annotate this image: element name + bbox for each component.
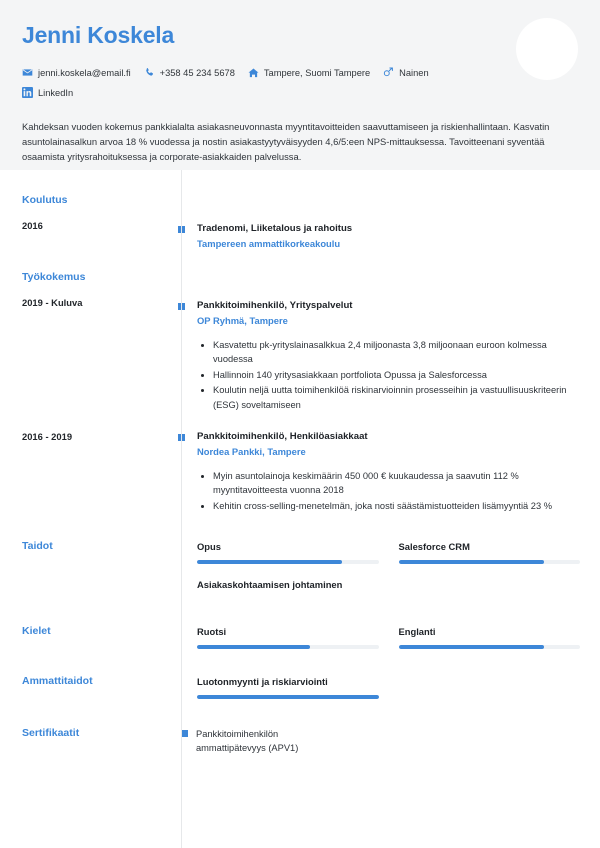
resume-body <box>0 170 600 756</box>
language-progress-track <box>399 645 581 649</box>
section-experience <box>0 271 600 413</box>
experience-entry-1-org: OP Ryhmä, Tampere <box>197 314 288 326</box>
linkedin-icon <box>22 87 33 98</box>
section-languages-label-col <box>22 625 181 639</box>
skill-label: Opus <box>197 541 221 553</box>
list-item: Kehitin cross-selling-menetelmän, joka nosti säästämistuotteiden lisämyyntiä 23 % <box>197 499 580 513</box>
section-title-certificates: Sertifikaatit <box>22 726 80 739</box>
language-progress-track <box>197 645 379 649</box>
experience-entry-2 <box>0 430 600 514</box>
section-title-languages: Kielet <box>22 624 51 637</box>
section-title-education: Koulutus <box>22 194 68 206</box>
experience-entry-1-title: Pankkitoimihenkilö, Yrityspalvelut <box>197 300 353 312</box>
language-label: Ruotsi <box>197 625 227 637</box>
education-entry-body <box>185 222 581 251</box>
experience-entry-1-date: 2019 - Kuluva <box>22 296 83 308</box>
language-item-englanti <box>399 625 581 649</box>
professional-skill-progress-track <box>197 695 379 699</box>
language-progress-fill <box>399 645 544 649</box>
section-skills-label-col <box>22 540 181 554</box>
experience-entry-1-body <box>185 299 581 413</box>
section-education <box>0 194 600 251</box>
section-certificates-label-col <box>22 727 181 741</box>
section-certificates <box>0 727 600 756</box>
contact-email[interactable] <box>22 63 131 83</box>
certificate-marker <box>181 730 188 737</box>
skill-item-salesforce-crm <box>399 540 581 564</box>
contact-linkedin[interactable] <box>22 83 492 103</box>
experience-entry-2-bullets <box>197 469 580 513</box>
resume-header <box>0 0 600 170</box>
phone-icon <box>144 67 155 78</box>
contact-gender-text: Nainen <box>399 67 429 78</box>
language-label: Englanti <box>398 625 436 637</box>
list-item: Kasvatettu pk-yrityslainasalkkua 2,4 miljoonasta 3,8 miljoonaan euroon kolmessa vuodessa <box>197 338 580 367</box>
section-title-professional-skills: Ammattitaidot <box>22 674 93 687</box>
language-progress-fill <box>197 645 310 649</box>
experience-entry-2-date: 2016 - 2019 <box>22 431 73 443</box>
section-title-experience: Työkokemus <box>22 271 86 284</box>
experience-entry-1-bullets <box>197 338 580 412</box>
languages-list <box>181 625 580 663</box>
professional-skill-progress-fill <box>197 695 379 699</box>
gender-icon <box>383 67 394 78</box>
section-experience-label-col <box>22 271 181 309</box>
certificate-label: Pankkitoimihenkilön ammattipätevyys (APV1) <box>196 728 299 754</box>
professional-skill-label: Luotonmyynti ja riskiarviointi <box>197 675 328 687</box>
experience-entry-2-title: Pankkitoimihenkilö, Henkilöasiakkaat <box>197 431 368 443</box>
section-professional-skills <box>0 675 600 713</box>
skill-label: Salesforce CRM <box>398 541 470 553</box>
contact-location <box>248 63 370 83</box>
timeline-divider <box>181 170 182 848</box>
skill-progress-fill <box>399 560 544 564</box>
section-skills <box>0 540 600 612</box>
list-item <box>181 727 341 756</box>
contact-linkedin-text: LinkedIn <box>38 87 74 98</box>
certificates-list <box>181 727 580 756</box>
section-languages <box>0 625 600 663</box>
profile-summary: Kahdeksan vuoden kokemus pankkialalta asiakasneuvonnasta myyntitavoitteiden saavuttamiseen ja riskienhallintaan. Kasvatin asuntolainasalkun arvoa 18 % vuodessa ja nostin asiakastyytyväisyyden 4,6/5:een NPS-mittauksessa. Tavoitteenani syventää osaamista yritysrahoituksessa ja corporate-asiakkaiden palvelussa. <box>22 120 550 163</box>
education-entry-title: Tradenomi, Liiketalous ja rahoitus <box>197 223 353 234</box>
section-professional-skills-label-col <box>22 675 181 689</box>
page-title: Jenni Koskela <box>22 22 175 48</box>
experience-entry-1 <box>181 299 580 413</box>
home-icon <box>248 67 259 78</box>
education-entry <box>181 222 580 251</box>
skill-progress-track <box>197 560 379 564</box>
email-icon <box>22 67 33 78</box>
contact-phone[interactable] <box>144 63 235 83</box>
skill-item-asiakaskohtaamisen-johtaminen <box>197 578 379 598</box>
skill-item-opus <box>197 540 379 564</box>
professional-skill-item-luotonmyynti <box>197 675 379 699</box>
experience-entry-2-org: Nordea Pankki, Tampere <box>197 445 306 457</box>
section-education-label-col <box>22 194 181 232</box>
contact-phone-text: +358 45 234 5678 <box>159 67 235 78</box>
skill-label: Asiakaskohtaamisen johtaminen <box>197 579 343 591</box>
language-item-ruotsi <box>197 625 379 649</box>
professional-skills-list <box>181 675 580 713</box>
skill-progress-fill <box>197 560 342 564</box>
education-entry-date: 2016 <box>22 219 43 231</box>
list-item: Koulutin neljä uutta toimihenkilöä riskinarvioinnin prosesseihin ja vastuullisuuskriteerin (ESG) soveltamiseen <box>197 383 580 412</box>
education-entry-org: Tampereen ammattikorkeakoulu <box>197 237 341 249</box>
contact-row <box>22 63 492 103</box>
skills-list <box>181 540 580 612</box>
contact-location-text: Tampere, Suomi Tampere <box>263 67 371 78</box>
list-item: Hallinnoin 140 yritysasiakkaan portfoliota Opussa ja Salesforcessa <box>197 368 580 382</box>
avatar <box>516 18 578 80</box>
contact-gender <box>383 63 428 83</box>
skill-progress-track <box>399 560 581 564</box>
experience-entry-2-body <box>185 430 581 514</box>
contact-email-text: jenni.koskela@email.fi <box>38 67 131 78</box>
list-item: Myin asuntolainoja keskimäärin 450 000 € kuukaudessa ja saavutin 112 % myyntitavoitteesta vuonna 2018 <box>197 469 580 498</box>
section-title-skills: Taidot <box>22 540 53 553</box>
